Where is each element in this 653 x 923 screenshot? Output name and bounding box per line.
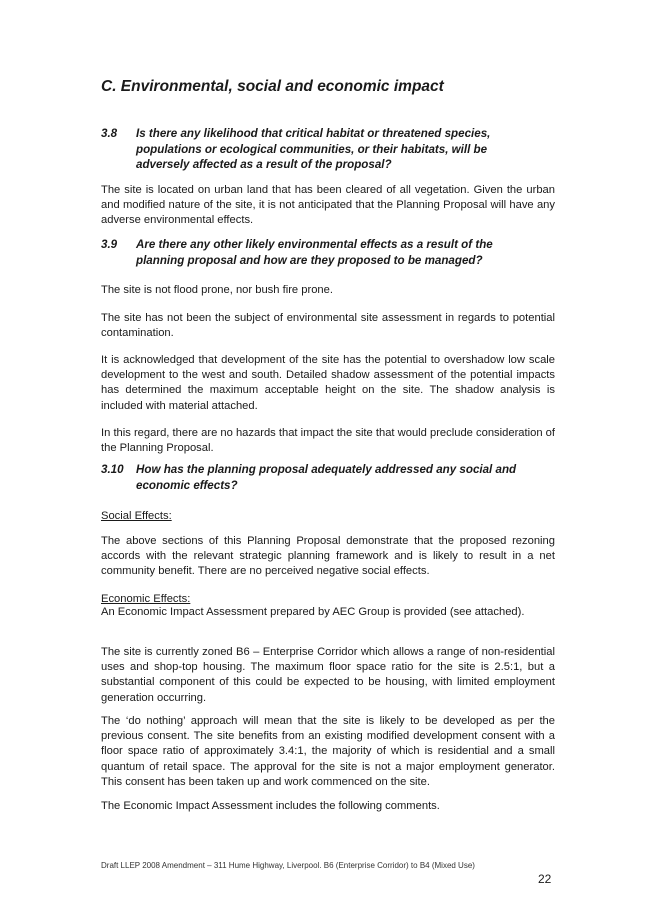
paragraph-do-nothing: The ‘do nothing’ approach will mean that the site is likely to be developed as per the previous consent. The site benefits from an existing modified development consent with a floor space ratio of approximately 3.4:1, the majority of which is residential and a small quantum of retail space. The approval for the site is not a major employment generator. This consent has been taken up and work commenced on the site.	[101, 715, 555, 788]
paragraph-overshadow: It is acknowledged that development of the site has the potential to overshadow low scale development to the west and south. Detailed shadow assessment of the potential impacts has determined the maximum acceptable height on the site. The shadow analysis is included with material attached.	[101, 354, 555, 412]
question-number: 3.8	[101, 127, 118, 140]
paragraph-hazards: In this regard, there are no hazards that impact the site that would preclude consideration of the Planning Proposal.	[101, 427, 555, 455]
paragraph-contamination: The site has not been the subject of environmental site assessment in regards to potential contamination.	[101, 312, 555, 340]
paragraph-zoning: The site is currently zoned B6 – Enterprise Corridor which allows a range of non-residential uses and shop-top housing. The maximum floor space ratio for the site is 2.5:1, but a substantial component of this could be expected to be housing, with limited employment generation occurring.	[101, 646, 555, 704]
social-effects-heading: Social Effects:	[101, 510, 172, 522]
paragraph-flood-prone: The site is not flood prone, nor bush fire prone.	[101, 284, 333, 296]
economic-effects-heading: Economic Effects:	[101, 593, 191, 605]
page-number: 22	[538, 872, 552, 886]
question-number: 3.10	[101, 463, 124, 476]
paragraph-economic-assessment: An Economic Impact Assessment prepared by AEC Group is provided (see attached).	[101, 606, 525, 618]
paragraph-site-location: The site is located on urban land that has been cleared of all vegetation. Given the urban and modified nature of the site, it is not anticipated that the Planning Proposal will have any adverse environmental effects.	[101, 184, 555, 227]
paragraph-assessment-comments: The Economic Impact Assessment includes the following comments.	[101, 800, 440, 812]
question-text: How has the planning proposal adequately addressed any social and economic effects?	[136, 463, 517, 492]
question-3-8	[101, 126, 531, 173]
question-text: Is there any likelihood that critical habitat or threatened species, populations or ecological communities, or their habitats, will be adversely affected as a result of the proposal?	[136, 127, 491, 171]
page-footer: Draft LLEP 2008 Amendment – 311 Hume Highway, Liverpool. B6 (Enterprise Corridor) to B4 (Mixed Use)	[101, 861, 475, 870]
question-text: Are there any other likely environmental effects as a result of the planning proposal and how are they proposed to be managed?	[136, 238, 493, 267]
paragraph-social-effects: The above sections of this Planning Proposal demonstrate that the proposed rezoning accords with the relevant strategic planning framework and is likely to result in a net community benefit. There are no perceived negative social effects.	[101, 535, 555, 578]
question-3-10	[101, 462, 531, 493]
question-3-9	[101, 237, 531, 268]
section-title: C. Environmental, social and economic impact	[101, 78, 444, 95]
question-number: 3.9	[101, 238, 118, 251]
